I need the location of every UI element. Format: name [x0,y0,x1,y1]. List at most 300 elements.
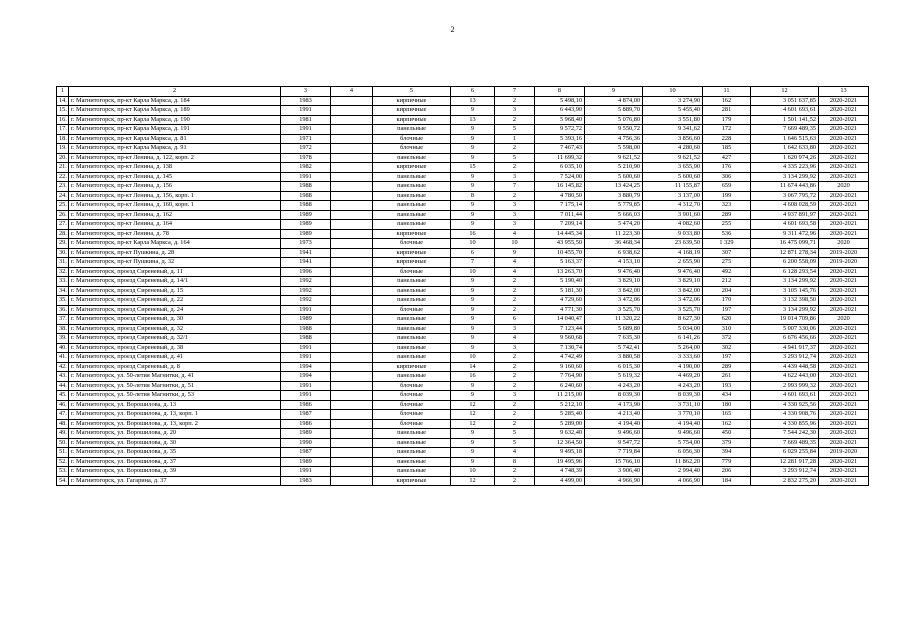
wall-material-cell: панельные [373,220,451,230]
entrances-cell: 2 [495,410,535,420]
table-row [57,172,869,182]
cost-cell: 5 007 330,06 [751,324,819,334]
total-area-cell: 9 560,68 [535,334,585,344]
premises-area-cell: 6 015,30 [585,362,643,372]
cost-cell: 3 105 145,76 [751,286,819,296]
wall-material-cell: блочные [373,239,451,249]
address-cell: г. Магнитогорск, проезд Сиреневый, д. 32/1 [69,334,281,344]
row-number-cell: 31. [57,258,69,268]
premises-area-cell: 4 874,00 [585,96,643,106]
year-built-cell: 1987 [281,448,331,458]
entrances-cell: 3 [495,201,535,211]
address-cell: г. Магнитогорск, пр-кт Карла Маркса, д. 189 [69,106,281,116]
floors-cell: 13 [451,96,495,106]
year-built-cell: 1991 [281,106,331,116]
residential-area-cell: 3 137,00 [643,191,703,201]
wall-material-cell: панельные [373,125,451,135]
year-built-cell: 1992 [281,286,331,296]
total-area-cell: 5 285,40 [535,410,585,420]
col-4-cell [331,115,373,125]
floors-cell: 9 [451,277,495,287]
repair-period-cell: 2020-2021 [819,191,869,201]
repair-period-cell: 2020-2021 [819,286,869,296]
residents-cell: 434 [703,391,751,401]
row-number-cell: 23. [57,182,69,192]
residential-area-cell: 4 168,19 [643,248,703,258]
column-number-header: 10 [643,87,703,97]
table-row [57,343,869,353]
wall-material-cell: блочные [373,419,451,429]
table-row [57,210,869,220]
repair-period-cell: 2020-2021 [819,115,869,125]
address-cell: г. Магнитогорск, проезд Сиреневый, д. 11 [69,267,281,277]
cost-cell: 12 871 278,34 [751,248,819,258]
repair-period-cell: 2020-2021 [819,267,869,277]
row-number-cell: 33. [57,277,69,287]
residents-cell: 372 [703,334,751,344]
repair-period-cell: 2020-2021 [819,457,869,467]
residents-cell: 197 [703,305,751,315]
wall-material-cell: панельные [373,153,451,163]
residential-area-cell: 6 141,26 [643,334,703,344]
entrances-cell: 3 [495,106,535,116]
premises-area-cell: 8 039,30 [585,391,643,401]
total-area-cell: 6 240,60 [535,381,585,391]
table-row [57,400,869,410]
entrances-cell: 2 [495,476,535,486]
wall-material-cell: кирпичные [373,163,451,173]
total-area-cell: 5 163,37 [535,258,585,268]
residents-cell: 310 [703,324,751,334]
repair-period-cell: 2020-2021 [819,106,869,116]
entrances-cell: 2 [495,381,535,391]
floors-cell: 9 [451,125,495,135]
col-4-cell [331,400,373,410]
residential-area-cell: 4 469,20 [643,372,703,382]
repair-period-cell: 2020-2021 [819,277,869,287]
col-4-cell [331,286,373,296]
floors-cell: 9 [451,210,495,220]
row-number-cell: 29. [57,239,69,249]
residents-cell: 659 [703,182,751,192]
premises-area-cell: 9 621,52 [585,153,643,163]
entrances-cell: 4 [495,258,535,268]
residential-area-cell: 3 655,90 [643,163,703,173]
residents-cell: 379 [703,438,751,448]
total-area-cell: 11 699,32 [535,153,585,163]
entrances-cell: 2 [495,353,535,363]
table-row [57,144,869,154]
premises-area-cell: 13 424,25 [585,182,643,192]
row-number-cell: 45. [57,391,69,401]
residents-cell: 289 [703,210,751,220]
wall-material-cell: кирпичные [373,258,451,268]
residents-cell: 307 [703,248,751,258]
entrances-cell: 5 [495,153,535,163]
repair-period-cell: 2020-2021 [819,153,869,163]
entrances-cell: 2 [495,277,535,287]
residential-area-cell: 4 190,00 [643,362,703,372]
address-cell: г. Магнитогорск, пр-кт Карла Маркса, д. 184 [69,96,281,106]
residential-area-cell: 3 856,60 [643,134,703,144]
table-row [57,324,869,334]
residential-area-cell: 3 525,70 [643,305,703,315]
total-area-cell: 4 748,39 [535,467,585,477]
total-area-cell: 4 729,60 [535,296,585,306]
col-4-cell [331,305,373,315]
residential-area-cell: 3 472,06 [643,296,703,306]
col-4-cell [331,210,373,220]
entrances-cell: 3 [495,172,535,182]
row-number-cell: 16. [57,115,69,125]
wall-material-cell: кирпичные [373,106,451,116]
wall-material-cell: блочные [373,391,451,401]
total-area-cell: 7 467,43 [535,144,585,154]
table-row [57,448,869,458]
residential-area-cell: 11 862,20 [643,457,703,467]
residents-cell: 162 [703,96,751,106]
total-area-cell: 7 764,90 [535,372,585,382]
year-built-cell: 1989 [281,220,331,230]
row-number-cell: 37. [57,315,69,325]
year-built-cell: 1983 [281,476,331,486]
address-cell: г. Магнитогорск, проезд Сиреневый, д. 14/1 [69,277,281,287]
address-cell: г. Магнитогорск, проезд Сиреневый, д. 15 [69,286,281,296]
floors-cell: 16 [451,372,495,382]
entrances-cell: 10 [495,239,535,249]
entrances-cell: 2 [495,115,535,125]
wall-material-cell: панельные [373,429,451,439]
premises-area-cell: 9 496,60 [585,429,643,439]
apartment-buildings-table [56,86,869,486]
table-row [57,467,869,477]
residential-area-cell: 4 082,60 [643,220,703,230]
residents-cell: 199 [703,191,751,201]
cost-cell: 9 311 472,96 [751,229,819,239]
total-area-cell: 7 175,14 [535,201,585,211]
address-cell: г. Магнитогорск, пр-кт Карла Маркса, д. 91 [69,144,281,154]
wall-material-cell: панельные [373,191,451,201]
column-number-header: 11 [703,87,751,97]
cost-cell: 1 620 974,26 [751,153,819,163]
address-cell: г. Магнитогорск, пр-кт Ленина, д. 156, корп. 1 [69,191,281,201]
cost-cell: 3 067 795,72 [751,191,819,201]
premises-area-cell: 5 889,70 [585,106,643,116]
table-row [57,153,869,163]
entrances-cell: 4 [495,448,535,458]
residents-cell: 779 [703,457,751,467]
entrances-cell: 3 [495,210,535,220]
total-area-cell: 5 393,16 [535,134,585,144]
repair-period-cell: 2020-2021 [819,353,869,363]
premises-area-cell: 4 213,40 [585,410,643,420]
table-row [57,353,869,363]
address-cell: г. Магнитогорск, проезд Сиреневый, д. 38 [69,343,281,353]
cost-cell: 4 330 925,56 [751,400,819,410]
col-4-cell [331,334,373,344]
entrances-cell: 2 [495,163,535,173]
table-row [57,372,869,382]
residents-cell: 289 [703,362,751,372]
year-built-cell: 1992 [281,277,331,287]
residential-area-cell: 3 829,10 [643,277,703,287]
residential-area-cell: 4 243,20 [643,381,703,391]
repair-period-cell: 2019-2020 [819,258,869,268]
premises-area-cell: 6 938,62 [585,248,643,258]
address-cell: г. Магнитогорск, ул. 50-летия Магнитки, д. 53 [69,391,281,401]
residential-area-cell: 8 039,30 [643,391,703,401]
table-row [57,220,869,230]
row-number-cell: 52. [57,457,69,467]
row-number-cell: 35. [57,296,69,306]
residential-area-cell: 5 754,00 [643,438,703,448]
residents-cell: 193 [703,381,751,391]
column-number-header: 13 [819,87,869,97]
total-area-cell: 7 130,74 [535,343,585,353]
address-cell: г. Магнитогорск, ул. Ворошилова, д. 39 [69,467,281,477]
total-area-cell: 5 190,40 [535,277,585,287]
wall-material-cell: кирпичные [373,229,451,239]
row-number-cell: 24. [57,191,69,201]
residents-cell: 302 [703,343,751,353]
repair-period-cell: 2020-2021 [819,372,869,382]
residents-cell: 206 [703,467,751,477]
cost-cell: 1 501 141,52 [751,115,819,125]
floors-cell: 9 [451,381,495,391]
cost-cell: 4 601 693,61 [751,391,819,401]
residential-area-cell: 3 842,00 [643,286,703,296]
table-row [57,410,869,420]
year-built-cell: 1986 [281,400,331,410]
row-number-cell: 22. [57,172,69,182]
residents-cell: 255 [703,220,751,230]
cost-cell: 4 335 223,96 [751,163,819,173]
residents-cell: 306 [703,172,751,182]
row-number-cell: 43. [57,372,69,382]
entrances-cell: 3 [495,391,535,401]
premises-area-cell: 5 076,80 [585,115,643,125]
column-number-header: 6 [451,87,495,97]
wall-material-cell: панельные [373,210,451,220]
wall-material-cell: панельные [373,353,451,363]
year-built-cell: 1981 [281,115,331,125]
column-number-header: 3 [281,87,331,97]
row-number-cell: 26. [57,210,69,220]
col-4-cell [331,343,373,353]
premises-area-cell: 4 966,90 [585,476,643,486]
total-area-cell: 9 160,60 [535,362,585,372]
total-area-cell: 7 011,44 [535,210,585,220]
residents-cell: 281 [703,106,751,116]
year-built-cell: 1971 [281,134,331,144]
residential-area-cell: 9 341,62 [643,125,703,135]
row-number-cell: 51. [57,448,69,458]
residential-area-cell: 9 496,60 [643,429,703,439]
year-built-cell: 1982 [281,163,331,173]
address-cell: г. Магнитогорск, проезд Сиреневый, д. 32 [69,324,281,334]
cost-cell: 4 330 908,76 [751,410,819,420]
premises-area-cell: 3 842,00 [585,286,643,296]
premises-area-cell: 3 880,58 [585,353,643,363]
floors-cell: 12 [451,419,495,429]
row-number-cell: 40. [57,343,69,353]
col-4-cell [331,457,373,467]
cost-cell: 1 646 515,63 [751,134,819,144]
year-built-cell: 1989 [281,315,331,325]
floors-cell: 9 [451,448,495,458]
floors-cell: 9 [451,305,495,315]
year-built-cell: 1991 [281,467,331,477]
floors-cell: 9 [451,153,495,163]
total-area-cell: 5 181,30 [535,286,585,296]
wall-material-cell: блочные [373,144,451,154]
residents-cell: 536 [703,229,751,239]
address-cell: г. Магнитогорск, пр-кт Ленина, д. 145 [69,172,281,182]
col-4-cell [331,372,373,382]
residential-area-cell: 9 621,52 [643,153,703,163]
floors-cell: 16 [451,229,495,239]
residential-area-cell: 5 264,00 [643,343,703,353]
total-area-cell: 7 209,14 [535,220,585,230]
address-cell: г. Магнитогорск, пр-кт Ленина, д. 162 [69,210,281,220]
column-number-header: 9 [585,87,643,97]
year-built-cell: 1983 [281,96,331,106]
col-4-cell [331,476,373,486]
premises-area-cell: 15 766,10 [585,457,643,467]
residents-cell: 170 [703,296,751,306]
row-number-cell: 34. [57,286,69,296]
col-4-cell [331,248,373,258]
row-number-cell: 38. [57,324,69,334]
col-4-cell [331,362,373,372]
cost-cell: 2 832 275,20 [751,476,819,486]
cost-cell: 6 029 255,84 [751,448,819,458]
col-4-cell [331,429,373,439]
year-built-cell: 1991 [281,125,331,135]
table-row [57,267,869,277]
entrances-cell: 4 [495,334,535,344]
row-number-cell: 53. [57,467,69,477]
floors-cell: 14 [451,362,495,372]
floors-cell: 9 [451,182,495,192]
entrances-cell: 8 [495,457,535,467]
residents-cell: 176 [703,163,751,173]
premises-area-cell: 11 320,22 [585,315,643,325]
entrances-cell: 2 [495,372,535,382]
page-number: 2 [450,25,455,34]
cost-cell: 7 544 242,30 [751,429,819,439]
row-number-cell: 42. [57,362,69,372]
row-number-cell: 50. [57,438,69,448]
row-number-cell: 39. [57,334,69,344]
floors-cell: 15 [451,163,495,173]
repair-period-cell: 2020-2021 [819,229,869,239]
residents-cell: 184 [703,476,751,486]
cost-cell: 3 051 637,85 [751,96,819,106]
wall-material-cell: панельные [373,277,451,287]
floors-cell: 9 [451,144,495,154]
premises-area-cell: 5 779,85 [585,201,643,211]
year-built-cell: 1991 [281,381,331,391]
table-row [57,362,869,372]
premises-area-cell: 36 468,34 [585,239,643,249]
cost-cell: 6 676 456,66 [751,334,819,344]
table-row [57,296,869,306]
premises-area-cell: 7 635,30 [585,334,643,344]
premises-area-cell: 3 906,40 [585,467,643,477]
premises-area-cell: 4 243,20 [585,381,643,391]
total-area-cell: 16 145,82 [535,182,585,192]
table-row [57,134,869,144]
row-number-cell: 47. [57,410,69,420]
repair-period-cell: 2020-2021 [819,381,869,391]
table-row [57,381,869,391]
cost-cell: 6 200 558,09 [751,258,819,268]
floors-cell: 9 [451,343,495,353]
address-cell: г. Магнитогорск, пр-кт Карла Маркса, д. 81 [69,134,281,144]
total-area-cell: 14 445,34 [535,229,585,239]
col-4-cell [331,229,373,239]
row-number-cell: 44. [57,381,69,391]
floors-cell: 7 [451,258,495,268]
column-number-header: 5 [373,87,451,97]
repair-period-cell: 2020-2021 [819,400,869,410]
row-number-cell: 30. [57,248,69,258]
repair-period-cell: 2020-2021 [819,172,869,182]
cost-cell: 7 669 489,35 [751,125,819,135]
premises-area-cell: 5 598,00 [585,144,643,154]
total-area-cell: 5 498,10 [535,96,585,106]
wall-material-cell: блочные [373,381,451,391]
wall-material-cell: кирпичные [373,96,451,106]
year-built-cell: 1994 [281,372,331,382]
col-4-cell [331,182,373,192]
address-cell: г. Магнитогорск, пр-кт Ленина, д. 138 [69,163,281,173]
residential-area-cell: 5 600,60 [643,172,703,182]
col-4-cell [331,153,373,163]
address-cell: г. Магнитогорск, ул. Ворошилова, д. 30 [69,438,281,448]
address-cell: г. Магнитогорск, пр-кт Пушкина, д. 28 [69,248,281,258]
col-4-cell [331,96,373,106]
address-cell: г. Магнитогорск, ул. Ворошилова, д. 37 [69,457,281,467]
col-4-cell [331,467,373,477]
residents-cell: 275 [703,258,751,268]
floors-cell: 9 [451,201,495,211]
total-area-cell: 6 443,90 [535,106,585,116]
entrances-cell: 5 [495,438,535,448]
residents-cell: 394 [703,448,751,458]
total-area-cell: 14 040,47 [535,315,585,325]
col-4-cell [331,353,373,363]
floors-cell: 9 [451,106,495,116]
cost-cell: 1 642 633,80 [751,144,819,154]
row-number-cell: 18. [57,134,69,144]
row-number-cell: 19. [57,144,69,154]
col-4-cell [331,296,373,306]
entrances-cell: 9 [495,248,535,258]
residents-cell: 450 [703,429,751,439]
floors-cell: 12 [451,410,495,420]
premises-area-cell: 4 173,90 [585,400,643,410]
column-number-header: 4 [331,87,373,97]
cost-cell: 19 014 709,86 [751,315,819,325]
address-cell: г. Магнитогорск, ул. Ворошилова, д. 13 [69,400,281,410]
repair-period-cell: 2020-2021 [819,210,869,220]
address-cell: г. Магнитогорск, проезд Сиреневый, д. 41 [69,353,281,363]
year-built-cell: 1991 [281,391,331,401]
cost-cell: 2 993 999,32 [751,381,819,391]
repair-period-cell: 2019-2020 [819,448,869,458]
